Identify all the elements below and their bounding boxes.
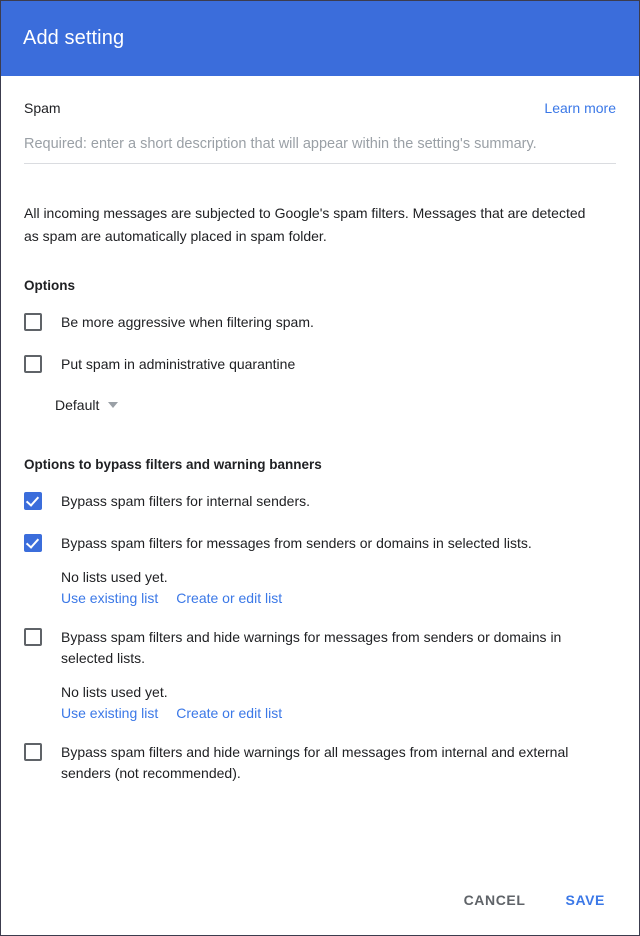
dialog-body bbox=[1, 76, 639, 883]
checkbox-unchecked-icon[interactable] bbox=[24, 355, 42, 373]
checkbox-checked-icon[interactable] bbox=[24, 492, 42, 510]
create-or-edit-list-link[interactable]: Create or edit list bbox=[176, 590, 283, 606]
list-block-bypass-selected-lists bbox=[61, 569, 616, 606]
checkbox-row-admin-quarantine[interactable] bbox=[24, 354, 616, 375]
quarantine-select-value: Default bbox=[55, 397, 100, 413]
checkbox-unchecked-icon[interactable] bbox=[24, 743, 42, 761]
checkbox-label: Bypass spam filters for messages from senders or domains in selected lists. bbox=[61, 535, 532, 551]
learn-more-link[interactable]: Learn more bbox=[544, 100, 616, 116]
setting-name: Spam bbox=[24, 100, 61, 116]
checkbox-row-bypass-all-messages[interactable] bbox=[24, 742, 616, 784]
list-links bbox=[61, 705, 616, 721]
options-section-label: Options bbox=[24, 278, 75, 293]
dialog-header bbox=[1, 1, 639, 76]
use-existing-list-link[interactable]: Use existing list bbox=[61, 590, 159, 606]
checkbox-row-bypass-internal-senders[interactable] bbox=[24, 491, 616, 512]
list-block-bypass-hide-warnings bbox=[61, 684, 616, 721]
list-empty-text: No lists used yet. bbox=[61, 569, 168, 585]
setting-name-row bbox=[24, 76, 616, 116]
checkbox-checked-icon[interactable] bbox=[24, 534, 42, 552]
checkbox-unchecked-icon[interactable] bbox=[24, 313, 42, 331]
checkbox-label: Bypass spam filters for internal senders. bbox=[61, 493, 310, 509]
checkbox-row-bypass-hide-warnings-selected-lists[interactable] bbox=[24, 627, 616, 669]
checkbox-label: Bypass spam filters and hide warnings for all messages from internal and external senders (not recommended). bbox=[61, 744, 569, 781]
checkbox-label: Put spam in administrative quarantine bbox=[61, 356, 296, 372]
description-input[interactable] bbox=[24, 136, 616, 152]
checkbox-label: Bypass spam filters and hide warnings for messages from senders or domains in selected lists. bbox=[61, 629, 562, 666]
description-field bbox=[24, 135, 616, 164]
setting-intro-text: All incoming messages are subjected to Google's spam filters. Messages that are detected as spam are automatically placed in spam folder. bbox=[24, 205, 586, 244]
use-existing-list-link[interactable]: Use existing list bbox=[61, 705, 159, 721]
bypass-section-label: Options to bypass filters and warning banners bbox=[24, 457, 322, 472]
checkbox-row-aggressive-filtering[interactable] bbox=[24, 312, 616, 333]
chevron-down-icon[interactable] bbox=[108, 402, 118, 408]
cancel-button[interactable]: CANCEL bbox=[452, 883, 538, 917]
create-or-edit-list-link[interactable]: Create or edit list bbox=[176, 705, 283, 721]
dialog-title: Add setting bbox=[23, 27, 125, 49]
list-links bbox=[61, 590, 616, 606]
save-button[interactable]: SAVE bbox=[554, 883, 618, 917]
checkbox-row-bypass-selected-lists[interactable] bbox=[24, 533, 616, 554]
quarantine-select[interactable] bbox=[55, 397, 118, 413]
checkbox-label: Be more aggressive when filtering spam. bbox=[61, 314, 314, 330]
dialog-footer bbox=[1, 883, 639, 935]
list-empty-text: No lists used yet. bbox=[61, 684, 168, 700]
checkbox-unchecked-icon[interactable] bbox=[24, 628, 42, 646]
